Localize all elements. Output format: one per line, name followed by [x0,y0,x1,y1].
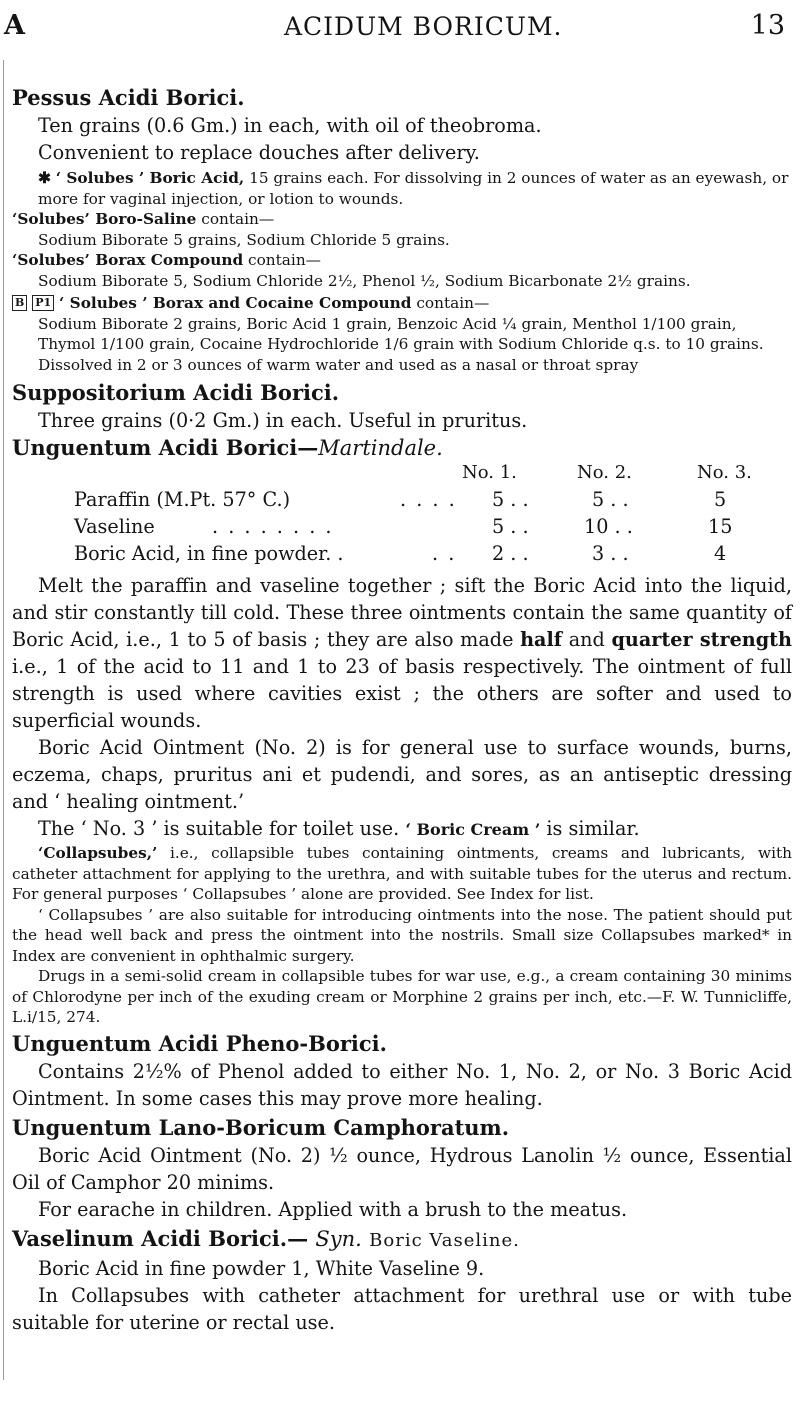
solubes-borax-text: contain— [248,251,321,269]
cell-boric-2: 3 . . [592,542,629,565]
solubes-cocaine-entry [12,293,792,314]
schedule-mark-icon: B [12,295,27,311]
collapsubes-entry [12,843,792,905]
section-letter: A [4,10,25,41]
collapsubes-text: i.e., collapsible tubes containing ointments, creams and lubricants, with catheter attachment for applying to the urethra, and with suitable tubes for the uterus and rectum. For general purposes ‘ Collapsubes ’ alone are provided. See Index for list. [12,844,792,903]
collapsubes-name: ‘Collapsubes,’ [38,844,158,862]
solubes-borax-name: ‘Solubes’ Borax Compound [12,251,244,269]
page-body [12,84,792,1336]
row-label-vaseline: Vaseline [74,515,155,538]
unguentum-author: Martindale. [318,436,443,460]
vaselinum-title: Vaselinum Acidi Borici.— [12,1225,309,1251]
heading-pessus: Pessus Acidi Borici. [12,85,245,110]
heading-pheno-borici: Unguentum Acidi Pheno-Borici. [12,1030,387,1056]
method-text-b: i.e., 1 of the acid to 11 and 1 to 23 of basis respectively. The ointment of full strength is used where cavities exist ; the others are softer and used to superficial wounds. [12,655,792,732]
solubes-borax-entry [12,250,792,271]
solubes-boric-entry [12,168,792,209]
pessus-dose: Ten grains (0.6 Gm.) in each, with oil of theobroma. [38,114,542,137]
solubes-borosaline-name: ‘Solubes’ Boro-Saline [12,210,197,228]
page-number: 13 [750,10,785,41]
lano-boricum-use: For earache in children. Applied with a brush to the meatus. [38,1197,628,1221]
solubes-cocaine-detail: Sodium Biborate 2 grains, Boric Acid 1 grain, Benzoic Acid ¼ grain, Menthol 1/100 grain, Thymol 1/100 grain, Cocaine Hydrochloride 1/6 grain with Sodium Chloride q.s. to 10 grains. [38,314,764,353]
pessus-use: Convenient to replace douches after delivery. [38,141,480,164]
no3-text: The ‘ No. 3 ’ is suitable for toilet use. [38,817,400,840]
row-dots-paraffin: . . . . [400,488,457,511]
solubes-cocaine-text: contain— [416,294,490,312]
solubes-boric-name: ‘ Solubes ’ Boric Acid, [55,169,245,187]
lano-boricum-formula: Boric Acid Ointment (No. 2) ½ ounce, Hydrous Lanolin ½ ounce, Essential Oil of Camphor 20 minims. [12,1143,792,1194]
cell-vaseline-2: 10 . . [584,515,633,538]
row-label-paraffin: Paraffin (M.Pt. 57° C.) [74,488,291,511]
poison-mark-icon: P1 [32,295,54,311]
synonym-name: Boric Vaseline. [369,1229,520,1251]
unguentum-method [12,572,792,734]
col-header-3: No. 3. [697,462,752,483]
boric-cream-name: ‘ Boric Cream ’ [405,820,541,839]
asterisk-mark-icon: ✱ [38,169,51,187]
cell-boric-3: 4 [714,542,727,565]
quarter-strength-term: quarter strength [611,628,792,651]
cell-boric-1: 2 . . [492,542,529,565]
heading-unguentum [12,434,792,462]
cell-paraffin-3: 5 [714,488,727,511]
cell-vaseline-1: 5 . . [492,515,529,538]
solubes-borax-detail: Sodium Biborate 5, Sodium Chloride 2½, Phenol ½, Sodium Bicarbonate 2½ grains. [38,271,691,290]
synonym-label: Syn. [315,1226,362,1251]
solubes-borosaline-text: contain— [201,210,275,228]
row-label-boric: Boric Acid, in fine powder. . [74,542,344,565]
running-title: ACIDUM BORICUM. [284,12,563,41]
col-header-2: No. 2. [577,462,632,483]
half-strength-term: half [520,628,563,651]
col-header-1: No. 1. [462,462,517,483]
left-margin-rule [3,60,4,1380]
heading-lano-boricum: Unguentum Lano-Boricum Camphoratum. [12,1114,510,1140]
row-dots-vaseline: . . . . . . . . [212,515,334,538]
pheno-borici-text: Contains 2½% of Phenol added to either No. 1, No. 2, or No. 3 Boric Acid Ointment. In some cases this may prove more healing. [12,1059,792,1110]
solubes-borosaline-entry [12,209,792,230]
solubes-boric-text: 15 grains each. For dissolving in 2 ounces of water as an eyewash, or more for vaginal injection, or lotion to wounds. [38,169,789,208]
row-dots-boric: . . [432,542,457,565]
running-header [0,8,801,58]
ointment-table [12,462,792,572]
vaselinum-use: In Collapsubes with catheter attachment for urethral use or with tube suitable for uterine or rectal use. [12,1283,792,1334]
heading-suppositorium: Suppositorium Acidi Borici. [12,380,340,405]
solubes-borosaline-detail: Sodium Biborate 5 grains, Sodium Chloride 5 grains. [38,230,450,249]
heading-vaselinum [12,1225,792,1255]
collapsubes-war-use: Drugs in a semi-solid cream in collapsible tubes for war use, e.g., a cream containing 30 minims of Chlorodyne per inch of the exuding cream or Morphine 2 grains per inch, etc.—F. W. Tunnicliffe, L.i/15, 274. [12,967,792,1026]
unguentum-uses: Boric Acid Ointment (No. 2) is for general use to surface wounds, burns, eczema, chaps, pruritus ani et pudendi, and sores, as an antiseptic dressing and ‘ healing ointment.’ [12,736,792,813]
cell-paraffin-1: 5 . . [492,488,529,511]
suppositorium-text: Three grains (0·2 Gm.) in each. Useful in pruritus. [38,409,528,432]
collapsubes-nasal: ‘ Collapsubes ’ are also suitable for introducing ointments into the nose. The patient should put the head well back and press the ointment into the nostrils. Small size Collapsubes marked* in Index are convenient in ophthalmic surgery. [12,905,792,965]
no3-similar: is similar. [546,817,640,840]
method-and: and [568,628,605,651]
solubes-cocaine-name: ‘ Solubes ’ Borax and Cocaine Compound [59,294,412,312]
unguentum-title: Unguentum Acidi Borici— [12,435,319,460]
vaselinum-formula: Boric Acid in fine powder 1, White Vaseline 9. [38,1256,485,1280]
method-text-a: Melt the paraffin and vaseline together ; sift the Boric Acid into the liquid, and stir constantly till cold. These three ointments contain the same quantity of Boric Acid, i.e., 1 to 5 of basis ; they are also made [12,574,792,651]
solubes-cocaine-use: Dissolved in 2 or 3 ounces of warm water and used as a nasal or throat spray [38,355,639,374]
cell-vaseline-3: 15 [708,515,733,538]
unguentum-no3 [12,815,792,843]
cell-paraffin-2: 5 . . [592,488,629,511]
